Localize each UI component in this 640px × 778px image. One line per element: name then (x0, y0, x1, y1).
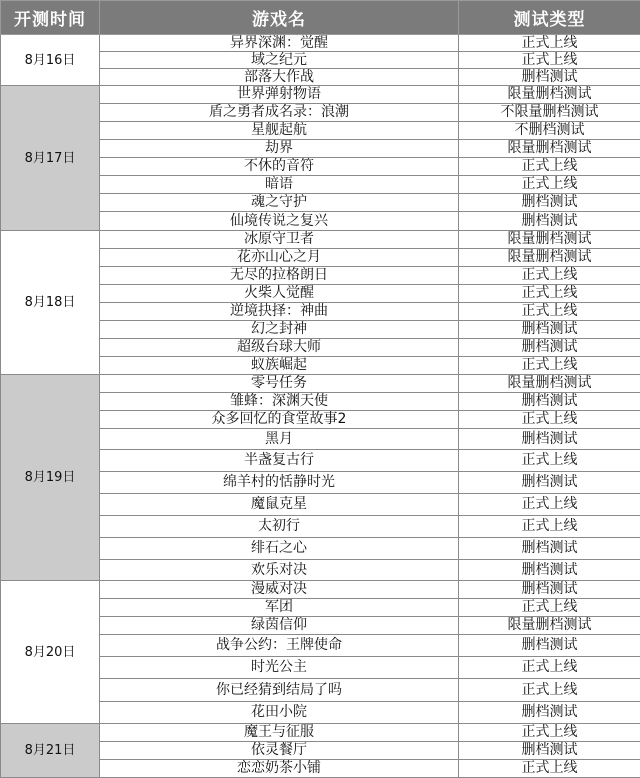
game-name-cell: 不休的音符 (100, 158, 459, 176)
game-name-cell: 绯石之心 (100, 538, 459, 560)
test-type-cell: 正式上线 (459, 35, 640, 52)
game-name-cell: 军团 (100, 599, 459, 617)
header-test-date: 开测时间 (1, 1, 100, 35)
test-type-cell: 删档测试 (459, 393, 640, 411)
test-type-cell: 正式上线 (459, 494, 640, 516)
game-name-cell: 魂之守护 (100, 194, 459, 212)
date-cell: 8月16日 (1, 35, 100, 86)
test-type-cell: 删档测试 (459, 472, 640, 494)
game-name-cell: 依灵餐厅 (100, 742, 459, 760)
test-type-cell: 正式上线 (459, 724, 640, 742)
game-name-cell: 劫界 (100, 140, 459, 158)
game-name-cell: 花田小院 (100, 702, 459, 724)
test-type-cell: 正式上线 (459, 516, 640, 538)
game-name-cell: 火柴人觉醒 (100, 285, 459, 303)
game-name-cell: 部落大作战 (100, 69, 459, 86)
test-type-cell: 正式上线 (459, 52, 640, 69)
date-cell: 8月20日 (1, 581, 100, 724)
game-name-cell: 零号任务 (100, 375, 459, 393)
test-type-cell: 限量删档测试 (459, 617, 640, 635)
game-name-cell: 恋恋奶茶小铺 (100, 760, 459, 778)
date-cell: 8月18日 (1, 231, 100, 375)
game-name-cell: 半盏复古行 (100, 450, 459, 472)
table-row (1, 35, 640, 52)
date-cell: 8月19日 (1, 375, 100, 581)
test-type-cell: 删档测试 (459, 581, 640, 599)
test-type-cell: 限量删档测试 (459, 249, 640, 267)
test-type-cell: 正式上线 (459, 450, 640, 472)
test-type-cell: 正式上线 (459, 285, 640, 303)
date-cell: 8月21日 (1, 724, 100, 778)
test-type-cell: 删档测试 (459, 69, 640, 86)
test-type-cell: 正式上线 (459, 158, 640, 176)
game-name-cell: 异界深渊：觉醒 (100, 35, 459, 52)
game-name-cell: 魔王与征服 (100, 724, 459, 742)
game-name-cell: 星舰起航 (100, 122, 459, 140)
game-name-cell: 冰原守卫者 (100, 231, 459, 249)
game-name-cell: 黑月 (100, 429, 459, 450)
game-name-cell: 仙境传说之复兴 (100, 212, 459, 231)
test-type-cell: 限量删档测试 (459, 231, 640, 249)
test-type-cell: 删档测试 (459, 429, 640, 450)
test-type-cell: 删档测试 (459, 212, 640, 231)
test-type-cell: 正式上线 (459, 357, 640, 375)
game-name-cell: 蚁族崛起 (100, 357, 459, 375)
test-type-cell: 正式上线 (459, 657, 640, 679)
header-game-name: 游戏名 (100, 1, 459, 35)
test-type-cell: 正式上线 (459, 679, 640, 702)
test-type-cell: 限量删档测试 (459, 140, 640, 158)
test-type-cell: 删档测试 (459, 339, 640, 357)
test-type-cell: 正式上线 (459, 303, 640, 321)
test-type-cell: 正式上线 (459, 760, 640, 778)
game-name-cell: 欢乐对决 (100, 560, 459, 581)
game-name-cell: 漫威对决 (100, 581, 459, 599)
game-name-cell: 魔鼠克星 (100, 494, 459, 516)
game-name-cell: 你已经猜到结局了吗 (100, 679, 459, 702)
test-type-cell: 删档测试 (459, 560, 640, 581)
game-name-cell: 战争公约：王牌使命 (100, 635, 459, 657)
game-name-cell: 时光公主 (100, 657, 459, 679)
table-body (1, 35, 640, 778)
game-name-cell: 众多回忆的食堂故事2 (100, 411, 459, 429)
game-name-cell: 绿茵信仰 (100, 617, 459, 635)
table-row (1, 86, 640, 104)
test-type-cell: 正式上线 (459, 411, 640, 429)
table-header (1, 1, 640, 35)
game-name-cell: 雏蜂：深渊天使 (100, 393, 459, 411)
test-type-cell: 删档测试 (459, 538, 640, 560)
test-type-cell: 删档测试 (459, 194, 640, 212)
test-type-cell: 限量删档测试 (459, 375, 640, 393)
test-type-cell: 不限量删档测试 (459, 104, 640, 122)
test-type-cell: 限量删档测试 (459, 86, 640, 104)
date-cell: 8月17日 (1, 86, 100, 231)
game-name-cell: 太初行 (100, 516, 459, 538)
test-type-cell: 删档测试 (459, 321, 640, 339)
table-row (1, 724, 640, 742)
test-type-cell: 正式上线 (459, 267, 640, 285)
header-test-type: 测试类型 (459, 1, 640, 35)
test-type-cell: 删档测试 (459, 635, 640, 657)
test-type-cell: 删档测试 (459, 742, 640, 760)
game-name-cell: 幻之封神 (100, 321, 459, 339)
table-row (1, 581, 640, 599)
game-name-cell: 盾之勇者成名录：浪潮 (100, 104, 459, 122)
table-row (1, 375, 640, 393)
test-type-cell: 正式上线 (459, 599, 640, 617)
game-name-cell: 绵羊村的恬静时光 (100, 472, 459, 494)
table-row (1, 231, 640, 249)
test-type-cell: 正式上线 (459, 176, 640, 194)
test-type-cell: 删档测试 (459, 702, 640, 724)
game-name-cell: 域之纪元 (100, 52, 459, 69)
game-name-cell: 世界弹射物语 (100, 86, 459, 104)
game-name-cell: 暗语 (100, 176, 459, 194)
game-name-cell: 逆境抉择：神曲 (100, 303, 459, 321)
game-name-cell: 超级台球大师 (100, 339, 459, 357)
game-name-cell: 无尽的拉格朗日 (100, 267, 459, 285)
header-row (1, 1, 640, 35)
game-name-cell: 花亦山心之月 (100, 249, 459, 267)
test-type-cell: 不删档测试 (459, 122, 640, 140)
